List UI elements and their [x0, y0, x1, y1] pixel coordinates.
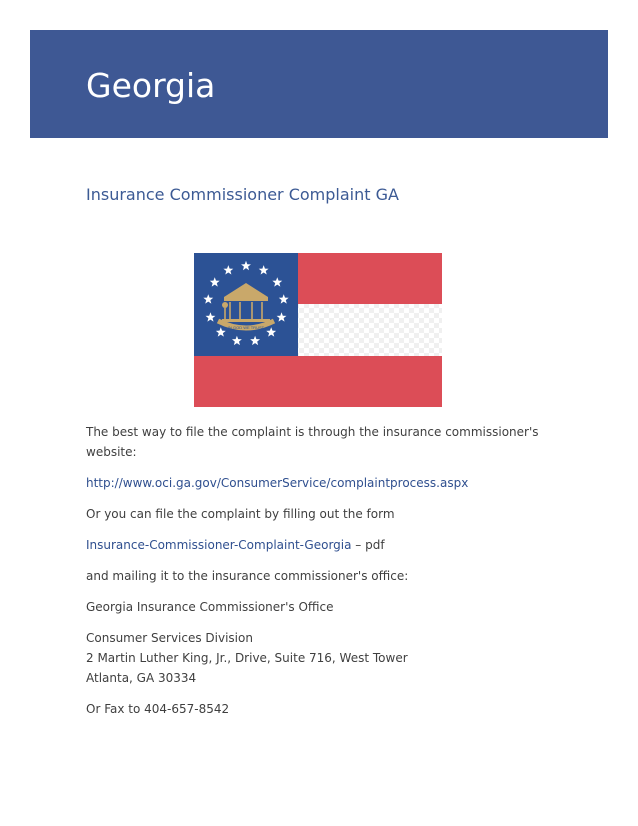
content-body [86, 422, 546, 730]
form-link-paragraph [86, 535, 546, 555]
mailing-address [86, 628, 546, 688]
form-intro-paragraph: Or you can file the complaint by filling out the form [86, 507, 395, 521]
address-street: 2 Martin Luther King, Jr., Drive, Suite 716, West Tower [86, 651, 408, 665]
fax-number: Or Fax to 404-657-8542 [86, 702, 230, 716]
flag-canton [194, 253, 298, 356]
mailing-paragraph: and mailing it to the insurance commissioner's office: [86, 569, 409, 583]
flag-stripe-bottom [194, 356, 442, 407]
link-paragraph [86, 473, 546, 493]
complaint-process-link[interactable]: http://www.oci.ga.gov/ConsumerService/complaintprocess.aspx [86, 476, 469, 490]
page-title: Georgia [86, 66, 216, 105]
address-division: Consumer Services Division [86, 631, 253, 645]
section-subtitle: Insurance Commissioner Complaint GA [86, 185, 399, 204]
seal-motto: IN GOD WE TRUST [227, 325, 265, 330]
office-name: Georgia Insurance Commissioner's Office [86, 600, 334, 614]
complaint-form-link[interactable]: Insurance-Commissioner-Complaint-Georgia [86, 538, 352, 552]
header-banner [30, 30, 608, 138]
address-city: Atlanta, GA 30334 [86, 671, 197, 685]
georgia-flag-image [194, 253, 442, 407]
intro-paragraph: The best way to file the complaint is through the insurance commissioner's website: [86, 425, 539, 459]
form-link-suffix: – pdf [351, 538, 385, 552]
